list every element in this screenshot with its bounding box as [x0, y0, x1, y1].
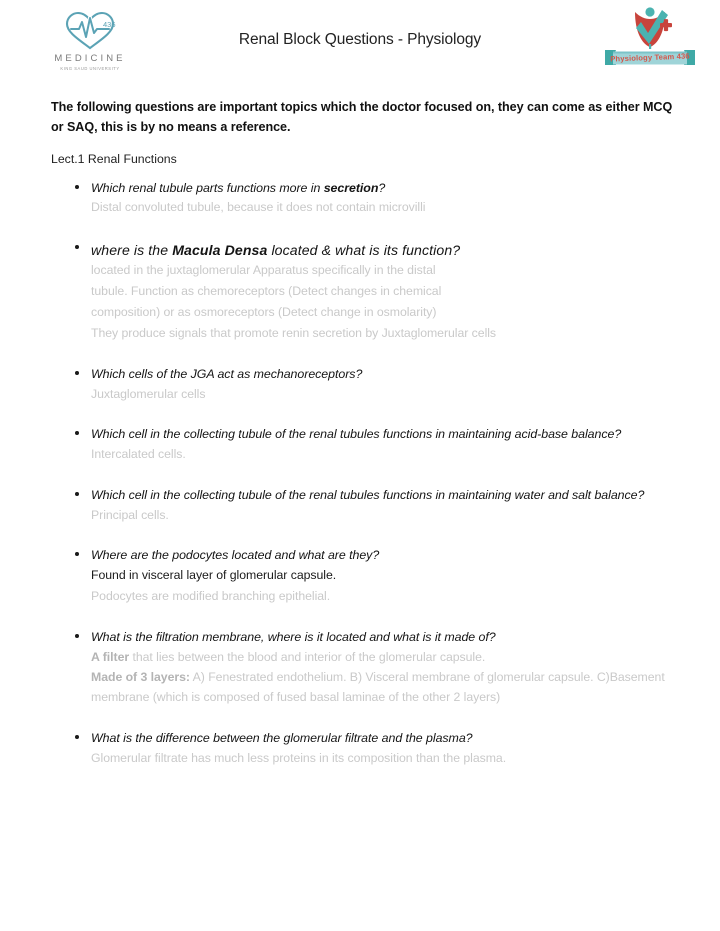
answer-text: located in the juxtaglomerular Apparatus specifically in the distal — [91, 263, 436, 278]
answer-emphasis: A filter — [91, 649, 130, 664]
team-ribbon-banner — [602, 48, 698, 68]
bullet-icon — [75, 431, 79, 435]
document-header — [0, 0, 720, 84]
question-item — [75, 180, 682, 219]
question-emphasis: secretion — [323, 180, 379, 195]
logo-medicine-label: MEDICINE — [54, 53, 126, 64]
lecture-heading: Lect.1 Renal Functions — [51, 151, 177, 166]
answer-text: Intercalated cells. — [91, 447, 186, 462]
answer-text: Podocytes are modified branching epithelial. — [91, 588, 331, 603]
question-text: Which cell in the collecting tubule of the renal tubules functions in maintaining acid-base balance? — [91, 427, 622, 442]
bullet-icon — [75, 245, 79, 249]
logo-badge-number: 436 — [103, 20, 116, 29]
answer-text: Glomerular filtrate has much less proteins in its composition than the plasma. — [91, 750, 507, 765]
answer-emphasis: Made of 3 layers: — [91, 670, 190, 685]
question-item — [75, 240, 682, 344]
answer-text: They produce signals that promote renin secretion by Juxtaglomerular cells — [91, 326, 497, 341]
bullet-icon — [75, 492, 79, 496]
answer-text: tubule. Function as chemoreceptors (Detect changes in chemical — [91, 284, 442, 299]
logo-university-label: KING SAUD UNIVERSITY — [60, 66, 120, 71]
team-ribbon-label: Physiology Team 436 — [610, 51, 690, 64]
question-text: What is the difference between the glomerular filtrate and the plasma? — [91, 731, 473, 746]
question-item — [75, 366, 682, 405]
answer-text: Found in visceral layer of glomerular capsule. — [91, 568, 337, 583]
question-text: What is the filtration membrane, where is it located and what is it made of? — [91, 629, 496, 644]
checkmark-person-cross-icon — [602, 6, 698, 50]
intro-paragraph: The following questions are important topics which the doctor focused on, they can come as either MCQ or SAQ, this is by no means a reference. — [51, 100, 673, 134]
question-list — [0, 180, 720, 769]
question-item — [75, 629, 682, 708]
answer-text: composition) or as osmoreceptors (Detect change in osmolarity) — [91, 305, 437, 320]
bullet-icon — [75, 634, 79, 638]
physiology-team-logo — [602, 6, 698, 78]
question-item — [75, 426, 682, 465]
question-text: where is the Macula Densa located & what is its function? — [91, 242, 461, 259]
question-text: Which renal tubule parts functions more in secretion? — [91, 180, 386, 195]
page-title: Renal Block Questions - Physiology — [238, 31, 482, 48]
answer-text: A filter that lies between the blood and interior of the glomerular capsule. — [91, 649, 486, 664]
question-text: Which cells of the JGA act as mechanoreceptors? — [91, 366, 363, 381]
question-text: Where are the podocytes located and what are they? — [91, 548, 380, 563]
answer-text: Principal cells. — [91, 507, 169, 522]
document-body — [0, 98, 720, 769]
answer-text: Made of 3 layers: A) Fenestrated endothelium. B) Visceral membrane of glomerular capsule. C)Basement membrane (which is composed of fused basal laminae of the other 2 layers) — [91, 670, 665, 705]
bullet-icon — [75, 185, 79, 189]
bullet-icon — [75, 735, 79, 739]
question-item — [75, 730, 682, 769]
bullet-icon — [75, 371, 79, 375]
question-emphasis: Macula Densa — [172, 242, 268, 259]
question-item — [75, 547, 682, 606]
answer-text: Distal convoluted tubule, because it does not contain microvilli — [91, 200, 426, 215]
question-text: Which cell in the collecting tubule of the renal tubules functions in maintaining water and salt balance? — [91, 487, 645, 502]
question-item — [75, 487, 682, 526]
answer-text: Juxtaglomerular cells — [91, 386, 206, 401]
bullet-icon — [75, 552, 79, 556]
